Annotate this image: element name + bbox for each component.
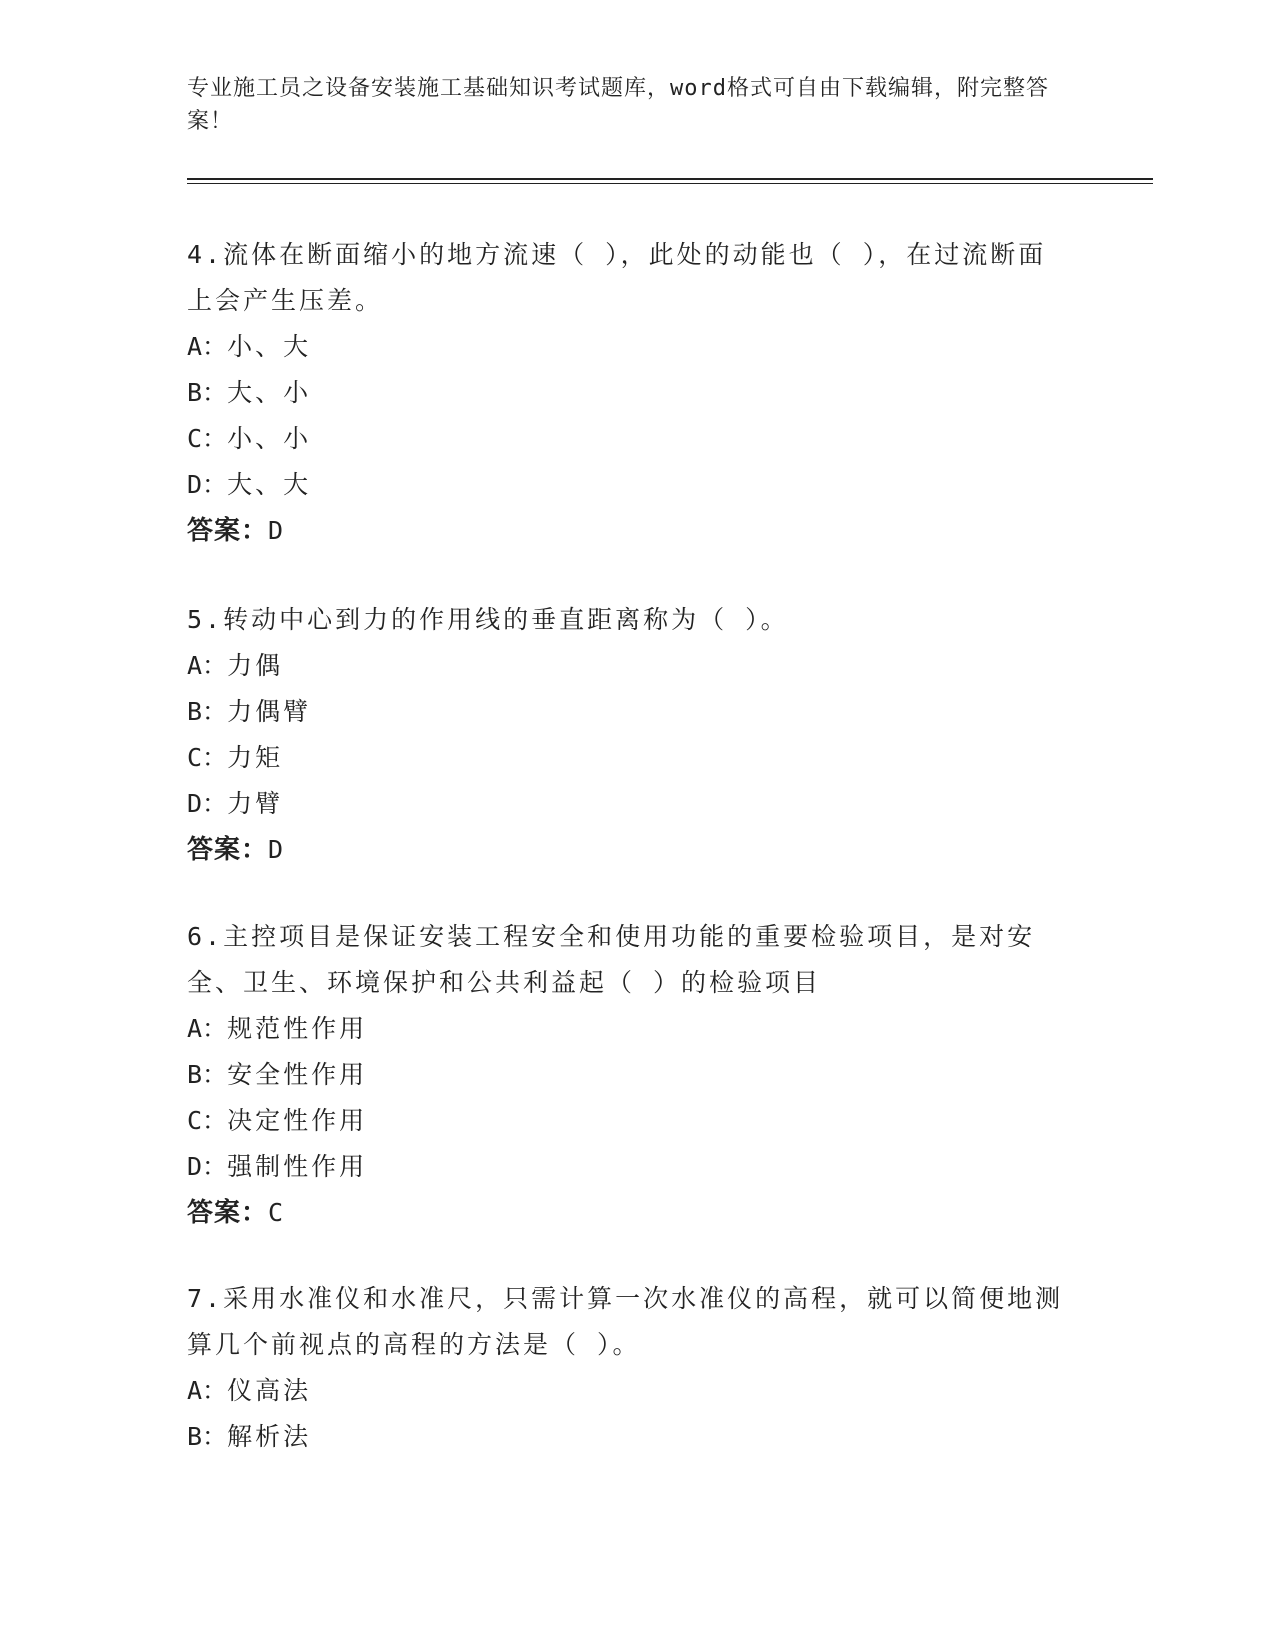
option-text: 仪高法 (227, 1376, 312, 1405)
option-b (187, 1414, 1067, 1460)
option-letter: A： (187, 1014, 228, 1043)
option-text: 强制性作用 (227, 1152, 368, 1181)
option-b (187, 1052, 1067, 1098)
option-c (187, 735, 1067, 781)
question-4 (187, 232, 1067, 554)
option-letter: D： (187, 789, 228, 818)
question-stem: 4.流体在断面缩小的地方流速（ ），此处的动能也（ ），在过流断面上会产生压差。 (187, 240, 1047, 315)
option-text: 力臂 (227, 789, 284, 818)
option-letter: C： (187, 1106, 228, 1135)
option-d (187, 462, 1067, 508)
document-header: 专业施工员之设备安装施工基础知识考试题库，word格式可自由下载编辑，附完整答案！ (187, 76, 1049, 134)
option-letter: B： (187, 1060, 228, 1089)
question-stem: 6.主控项目是保证安装工程安全和使用功能的重要检验项目，是对安全、卫生、环境保护和公共利益起（ ）的检验项目 (187, 922, 1036, 997)
answer-value: D (268, 835, 285, 864)
question-stem: 5.转动中心到力的作用线的垂直距离称为（ ）。 (187, 605, 789, 634)
option-letter: A： (187, 1376, 228, 1405)
option-text: 决定性作用 (227, 1106, 368, 1135)
option-text: 安全性作用 (227, 1060, 368, 1089)
answer-label: 答案： (187, 835, 269, 865)
option-letter: B： (187, 1422, 228, 1451)
option-c (187, 416, 1067, 462)
option-c (187, 1098, 1067, 1144)
option-text: 力偶臂 (227, 697, 312, 726)
answer-line (187, 827, 1067, 873)
option-text: 大、小 (227, 378, 312, 407)
option-text: 小、小 (227, 424, 312, 453)
answer-value: D (268, 516, 285, 545)
option-letter: C： (187, 743, 228, 772)
question-5 (187, 597, 1067, 873)
option-text: 小、大 (227, 332, 312, 361)
option-d (187, 781, 1067, 827)
answer-label: 答案： (187, 516, 269, 546)
option-text: 力矩 (227, 743, 284, 772)
option-text: 规范性作用 (227, 1014, 368, 1043)
option-letter: B： (187, 378, 228, 407)
option-letter: A： (187, 651, 228, 680)
option-text: 力偶 (227, 651, 284, 680)
answer-label: 答案： (187, 1198, 269, 1228)
option-text: 解析法 (227, 1422, 312, 1451)
answer-line (187, 1190, 1067, 1236)
option-letter: D： (187, 470, 228, 499)
option-text: 大、大 (227, 470, 312, 499)
option-letter: B： (187, 697, 228, 726)
question-stem: 7.采用水准仪和水准尺，只需计算一次水准仪的高程，就可以简便地测算几个前视点的高程的方法是（ ）。 (187, 1284, 1064, 1359)
option-letter: C： (187, 424, 228, 453)
option-b (187, 689, 1067, 735)
option-letter: D： (187, 1152, 228, 1181)
option-d (187, 1144, 1067, 1190)
answer-line (187, 508, 1067, 554)
header-divider (187, 178, 1153, 180)
option-a (187, 1006, 1067, 1052)
option-a (187, 643, 1067, 689)
header-divider-thin (187, 183, 1153, 184)
option-b (187, 370, 1067, 416)
question-6 (187, 914, 1067, 1236)
answer-value: C (268, 1198, 285, 1227)
option-letter: A： (187, 332, 228, 361)
option-a (187, 324, 1067, 370)
question-7 (187, 1276, 1067, 1460)
option-a (187, 1368, 1067, 1414)
